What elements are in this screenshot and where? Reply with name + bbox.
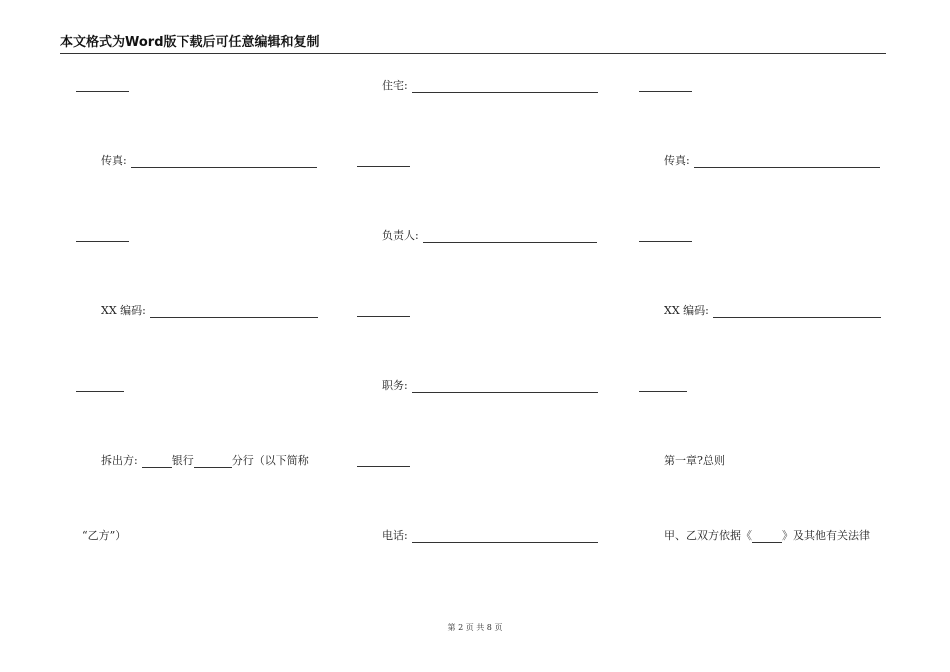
law-name-blank <box>752 530 782 543</box>
code-blank <box>150 305 318 318</box>
phone-blank <box>412 530 598 543</box>
agreement-text-start: 甲、乙双方依据《 <box>664 529 752 542</box>
blank-line <box>357 454 410 467</box>
responsible-person-field <box>382 229 597 243</box>
lender-branch-blank <box>194 455 232 468</box>
position-label: 职务: <box>382 379 408 392</box>
blank-line <box>76 79 129 92</box>
fax-field-left <box>101 154 317 168</box>
blank-line <box>76 229 129 242</box>
phone-label: 电话: <box>382 529 408 542</box>
phone-field <box>382 529 598 543</box>
code-field-left <box>101 304 318 318</box>
bank-text: 银行 <box>171 454 194 467</box>
agreement-basis-text <box>664 529 870 543</box>
fax-label: 传真: <box>101 154 127 167</box>
document-header <box>60 35 886 54</box>
responsible-person-blank <box>423 230 597 243</box>
agreement-text-end: 》及其他有关法律 <box>782 529 870 542</box>
code-label: XX 编码: <box>664 304 709 317</box>
residence-label: 住宅: <box>382 79 408 92</box>
party-b-label <box>82 529 126 543</box>
lender-label: 拆出方: <box>101 454 138 467</box>
position-blank <box>412 380 598 393</box>
branch-text: 分行（以下简称 <box>231 454 309 467</box>
header-title: 本文格式为Word版下载后可任意编辑和复制 <box>60 35 320 50</box>
page-footer <box>0 622 950 633</box>
responsible-person-label: 负责人: <box>382 229 419 242</box>
code-field-right <box>664 304 881 318</box>
page-number: 第 2 页 共 8 页 <box>447 623 503 632</box>
chapter-heading <box>664 454 725 468</box>
blank-line <box>639 229 692 242</box>
chapter-title: 第一章?总则 <box>664 454 725 467</box>
code-blank <box>713 305 881 318</box>
lender-field <box>101 454 309 468</box>
blank-line <box>357 304 410 317</box>
residence-field <box>382 79 598 93</box>
lender-bank-blank <box>142 455 172 468</box>
blank-line <box>639 379 687 392</box>
position-field <box>382 379 598 393</box>
blank-line <box>76 379 124 392</box>
code-label: XX 编码: <box>101 304 146 317</box>
residence-blank <box>412 80 598 93</box>
blank-line <box>639 79 692 92</box>
party-b-text: “乙方”） <box>82 529 127 542</box>
fax-field-right <box>664 154 880 168</box>
blank-line <box>357 154 410 167</box>
fax-blank <box>694 155 880 168</box>
fax-label: 传真: <box>664 154 690 167</box>
fax-blank <box>131 155 317 168</box>
